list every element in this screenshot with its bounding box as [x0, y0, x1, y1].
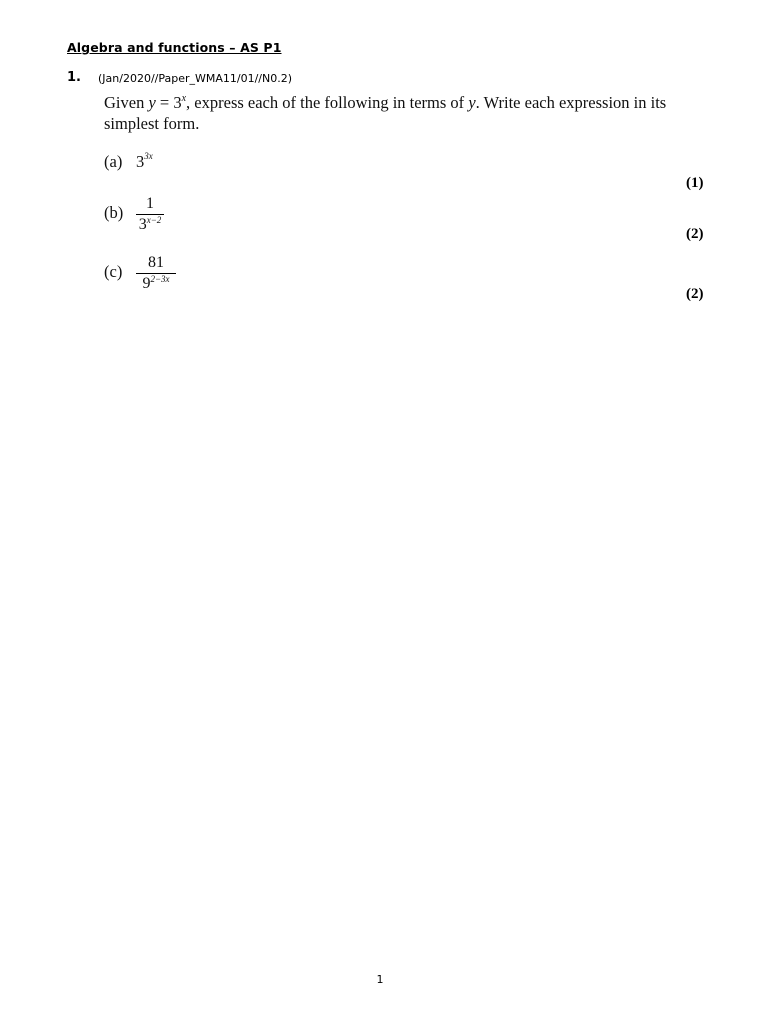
part-a-marks: (1) [686, 175, 704, 191]
question-source: (Jan/2020//Paper_WMA11/01//N0.2) [98, 72, 293, 85]
part-a-label: (a) [104, 152, 123, 171]
part-b-den-base: 3 [138, 216, 147, 233]
document-title: Algebra and functions – AS P1 [67, 40, 282, 55]
part-c-marks: (2) [686, 286, 704, 302]
part-c-fraction [136, 254, 176, 293]
part-c-denominator [136, 274, 176, 293]
stem-y-variable: y [148, 93, 156, 112]
part-a-exponent: 3x [144, 151, 153, 161]
part-b-marks: (2) [686, 226, 704, 242]
stem-text-1: , express each of the following in terms of [186, 93, 469, 112]
stem-exponent-x: x [181, 93, 187, 104]
part-c-den-exponent: 2−3x [150, 274, 170, 284]
part-b-numerator: 1 [136, 195, 164, 215]
part-a-base: 3 [136, 152, 145, 171]
part-c-numerator: 81 [136, 254, 176, 274]
stem-equals-base: = 3 [155, 93, 182, 112]
part-a-expression [136, 152, 153, 172]
part-b-label: (b) [104, 203, 124, 223]
stem-line-2: simplest form. [104, 114, 200, 133]
question-stem [104, 92, 714, 134]
part-c [104, 254, 176, 293]
stem-given: Given [104, 93, 149, 112]
page-number: 1 [376, 973, 384, 986]
stem-y-variable-2: y [468, 93, 476, 112]
question-number: 1. [67, 70, 81, 85]
part-b-denominator [136, 215, 164, 234]
part-b-fraction [136, 195, 164, 234]
part-c-label: (c) [104, 262, 123, 282]
part-b-den-exponent: x−2 [146, 215, 162, 225]
stem-text-2: . Write each expression in its [475, 93, 667, 112]
part-c-den-base: 9 [142, 275, 151, 292]
part-a [104, 152, 153, 172]
part-b [104, 195, 164, 234]
